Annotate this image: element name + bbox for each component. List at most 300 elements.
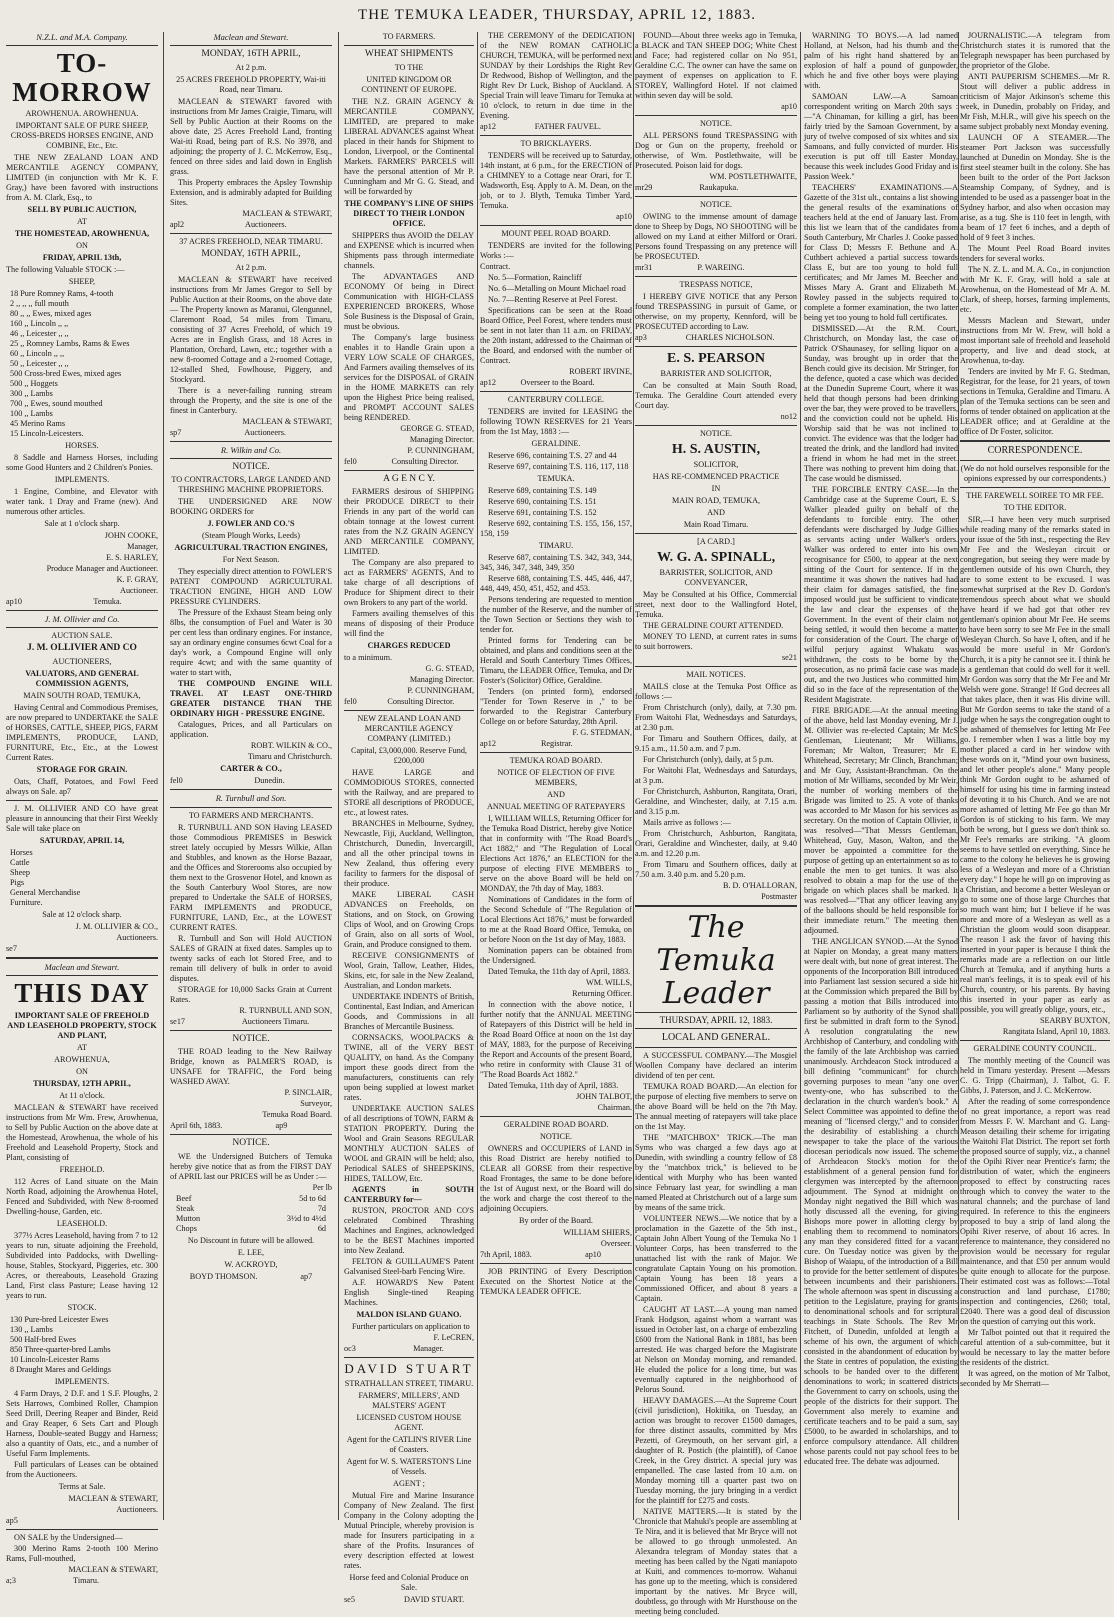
ad-subtitle: TO CONTRACTORS, LARGE LANDED AND THRESHING MACHINE PROPRIETORS. bbox=[171, 475, 331, 495]
ad-body: UNDERTAKE INDENTS of British, Continental, East Indian, and American Goods, and Commissions in all Branches of Mercantile Business. bbox=[344, 992, 474, 1032]
ad-line: LEASEHOLD. bbox=[56, 1218, 108, 1228]
news-paragraph: The N. Z. L. and M. A. Co., in conjunction with Mr K. F. Gray, will hold a sale at Arowhenua, on the Homestead of Mr A. M. Clark, of sheep, horses, farming implements, etc. bbox=[960, 265, 1110, 314]
ad-footnote: ap10 Temuka. bbox=[6, 597, 122, 607]
column-rule bbox=[633, 32, 634, 1520]
ad-subtitle: 37 ACRES FREEHOLD, NEAR TIMARU. bbox=[179, 236, 323, 246]
ad-line: SHEEP, bbox=[68, 277, 96, 287]
ad-body: MONEY TO LEND, at current rates in sums to suit borrowers. bbox=[635, 632, 797, 652]
ad-signature: Managing Director. bbox=[409, 434, 474, 444]
ad-line: CHARGES REDUCED bbox=[367, 641, 451, 651]
ad-line: IMPLEMENTS. bbox=[54, 1376, 110, 1386]
section-heading: CORRESPONDENCE. bbox=[987, 445, 1083, 456]
ad-body: THE UNDERSIGNED ARE NOW BOOKING ORDERS for bbox=[170, 497, 332, 517]
ad-headline: E. S. PEARSON bbox=[666, 351, 766, 366]
section-label: Maclean and Stewart. bbox=[44, 961, 120, 972]
ad-body: MAILS close at the Temuka Post Office as follows :— bbox=[635, 682, 797, 702]
ad-body: A.F. HOWARD'S New Patent English Single-tined Reaping Machines. bbox=[344, 1278, 474, 1308]
stock-list bbox=[10, 1315, 158, 1375]
ad-body: 377½ Acres Leasehold, having from 7 to 12 years to run, situate adjoining the Freehold, Subdivided into Paddocks, with Dwelling-house, Stables, Stockyard, Piggeries, etc. 300 Acres, or thereabouts, Leasehold Grazing Land, First class Pasture; Lease having 12 years to run. bbox=[6, 1230, 158, 1300]
ad-body: TENDERS are invited for the following Works :— bbox=[480, 241, 632, 260]
ad-footnote: fel0 Consulting Director. bbox=[344, 456, 459, 466]
price-value: 7d bbox=[317, 1203, 326, 1213]
ad-line: IN bbox=[711, 484, 721, 494]
news-paragraph: FIRE BRIGADE.—At the annual meeting of the above, held last Monday evening, Mr J. M. Ollivier was re-elected Captain; Mr McS Gentleman, Lieutenant; Mr Williams, Foreman; Mr Walton, Treasurer; Mr E. Whitehead, Secretary; Mr Clinch, Branchman; and Mr Guy, Assistant-Branchman. On the motion of Mr Williams, seconded by Mr Weir, the number of working members of the Brigade was limited to 25. A vote of thanks was accorded to Mr Mason for his services as secretary. On the motion of Captain Ollivier, it was resolved—"That Messrs Gentleman, Whitehead, Guy, Mason, Walton, and the mover be appointed a committee for the purpose of getting up an entertainment so as to enable the men to get tunics. It was also resolved to obtain a map for the use of the brigade on which places shall be marked. It was resolved—"That any officer leaving any of the balloons should be held responsible for their immediate return." The meeting then adjourned. bbox=[804, 706, 958, 935]
ad-line: SELL BY PUBLIC AUCTION, bbox=[27, 205, 137, 215]
ad-footnote: se21 bbox=[781, 653, 797, 663]
list-item: General Merchandise bbox=[10, 887, 81, 897]
ad-body: MAKE LIBERAL CASH ADVANCES on Freeholds, on Stations, and on Stock, on Growing Clips of Wool, and on Growing Crops of Grain, also on all sorts of Wool, Grain, and Produce consigned to them. bbox=[344, 890, 474, 950]
ad-line: Agent for the CATLIN'S RIVER Line of Coasters. bbox=[346, 1435, 472, 1455]
ad-body: Dated Temuka, 11th day of April, 1883. bbox=[488, 1081, 619, 1090]
ad-body: TENDERS will be received up to Saturday, 14th instant, at 6 p.m., for the ERECTION of a CHIMNEY to a Cottage near Orari, for T. Wadsworth, Esq. Apply to A. M. Dean, on the job, or to J. Blyth, Temuka Timber Yard, Temuka. bbox=[480, 151, 632, 210]
ad-line: ON bbox=[76, 241, 88, 251]
price-value: 5d to 6d bbox=[299, 1193, 326, 1203]
list-item: 500 Half-bred Ewes bbox=[10, 1334, 76, 1344]
ad-footnote: ap10 bbox=[781, 102, 797, 111]
news-paragraph: SAMOAN LAW.—A Samoan correspondent writing on March 20th says :—"A Chinaman, for killing a girl, has been fairly tried by the Samoan Government, by a jury of twelve composed of six whites and six Samoans, and fully convicted of murder. His execution is put off till Easter Monday, because this week includes Good Friday and is Passion Week." bbox=[804, 92, 958, 181]
ad-line: FREEHOLD. bbox=[59, 1164, 105, 1174]
ad-footnote: se17 Auctioneers Timaru. bbox=[170, 1016, 310, 1026]
news-paragraph: It was agreed, on the motion of Mr Talbot, seconded by Mr Sherratt— bbox=[960, 1369, 1110, 1389]
list-item: 850 Three-quarter-bred Lambs bbox=[10, 1344, 111, 1354]
ad-body: From Christchurch (only), daily, at 7.30 pm. From Waitohi Flat, Wednesdays and Saturdays, at 2.30 p.m. bbox=[635, 703, 797, 733]
ad-line: TEMUKA. bbox=[537, 474, 575, 483]
ad-line: LICENSED CUSTOM HOUSE AGENT. bbox=[356, 1413, 462, 1433]
ad-signature: E. S. HARLEY, bbox=[106, 553, 158, 563]
news-paragraph: THE "MATCHBOX" TRICK.—The man Syms who was charged a few days ago at Dunedin, with swindling a country fellow of £8 by the "matchbox trick," is believed to be identical with Murphy who has been wanted since February last year, for swindling a man named Pleated at Christchurch out of a large sum by means of the same trick. bbox=[635, 1133, 797, 1213]
section-label: J. M. Ollivier and Co. bbox=[44, 614, 120, 625]
ad-footnote: apl2 Auctioneers. bbox=[170, 219, 287, 229]
column-4 bbox=[480, 30, 632, 1520]
ad-headline: WHEAT SHIPMENTS bbox=[364, 49, 454, 59]
editorial-note: (We do not hold ourselves responsible for the opinions expressed by our correspondents.) bbox=[960, 464, 1110, 484]
stock-list bbox=[10, 289, 158, 439]
letter-signature: SEARBY BUXTON, bbox=[1039, 1016, 1110, 1026]
ad-line: AUCTIONEERS, bbox=[52, 656, 112, 666]
news-paragraph: Messrs Maclean and Stewart, under instructions from Mr W. Frew, will hold a most important sale of freehold and leasehold property, and live and dead stock, at Arowhenua, to-day. bbox=[960, 316, 1110, 365]
ad-line: NOTICE. bbox=[539, 1132, 573, 1141]
ad-footnote: ap12 Registrar. bbox=[480, 739, 573, 748]
list-item: 700 ,, Ewes, sound mouthed bbox=[10, 399, 103, 409]
ad-body: FARMERS desirous of SHIPPING their PRODUCE DIRECT to their Friends in any part of the world can obtain tonnage at the lowest current rates from the N.Z GRAIN AGENCY AND MERCANTILE COMPANY, LIMITED. bbox=[344, 487, 474, 557]
ad-body: 1 Engine, Combine, and Elevator with water tank. 1 Dray and Frame (new). And numerous other articles. bbox=[6, 487, 158, 517]
news-paragraph: TEMUKA ROAD BOARD.—An election for the purpose of electing five members to serve on the above Board will be held on the 7th May. The annual meeting of ratepayers will take place on the 1st May. bbox=[635, 1082, 797, 1132]
price-row bbox=[176, 1224, 326, 1234]
column-rule bbox=[477, 32, 478, 1520]
ad-signature: P. CUNNINGHAM, bbox=[407, 445, 474, 455]
ad-line: GERALDINE. bbox=[531, 439, 581, 448]
list-item: Reserve 697, containing T.S. 116, 117, 118 bbox=[488, 462, 629, 471]
list-item: 60 ,, Lincoln ,, ,, bbox=[10, 349, 65, 359]
ad-line: Capital, £3,000,000. Reserve Fund, £200,000 bbox=[351, 746, 467, 766]
price-row bbox=[176, 1204, 326, 1214]
ad-body: MACLEAN & STEWART have received instructions from Mr James Gregor to Sell by Public Auction at their Rooms, on the above date— The Property known as Maranui, Glengunnel, Claremont Road, 54 miles from Timaru, consisting of 37 Acres Freehold, of which 19 Acres are in English Grass, and 18 Acres in Plantation, Orchard, Lawn, etc.; together with a new 8-roomed Cottage and a 2-roomed Cottage, 12-stalled Shed, Fowlhouse, Piggery, and Stockyard. bbox=[170, 274, 332, 384]
list-item: 130 ,, Lambs bbox=[10, 1324, 53, 1334]
ad-body: In connection with the above notice, I further notify that the ANNUAL MEETING of Ratepayers of this District will be held in the Road Board Office at noon on the 1st day of MAY, 1883, for the purpose of Receiving the Report and Accounts of the present Board, who retire in conformity with Clause 31 of "The Road Boards Act 1882." bbox=[480, 1000, 632, 1079]
ad-signature: MACLEAN & STEWART, bbox=[68, 1493, 158, 1503]
ad-footnote: no12 bbox=[780, 412, 797, 422]
ad-line: BARRISTER AND SOLICITOR, bbox=[660, 369, 772, 379]
ad-body: HAVE LARGE and COMMODIOUS STORES, connected with the Railway, and are prepared to STORE all descriptions of PRODUCE, etc., at lowest rates. bbox=[344, 768, 474, 818]
list-item: 500 ,, Hoggets bbox=[10, 379, 58, 389]
ad-body: SHIPPERS thus AVOID the DELAY and EXPENSE which is incurred when Shipments pass through intermediate channels. bbox=[344, 230, 474, 270]
ad-headline: NOTICE. bbox=[232, 461, 270, 472]
ad-footnote: a;3 Timaru. bbox=[6, 1575, 100, 1585]
ad-date: MONDAY, 16TH APRIL, bbox=[201, 248, 301, 259]
ad-footnote: ap3 CHARLES NICHOLSON. bbox=[635, 333, 775, 342]
list-item: Reserve 688, containing T.S. 445, 446, 447, 448, 449, 450, 451, 452, and 453. bbox=[480, 574, 632, 593]
news-paragraph: VOLUNTEER NEWS.—We notice that by a proclamation in the Gazette of the 5th inst., Captain John Albert Young of the Temuka No 1 Volunteer Corps, has been transferred to the unattached list with the rank of Major. We congratulate Captain Young on his promotion. Captain Young has been 18 years a Commissioned Officer, and about 8 years a Captain. bbox=[635, 1214, 797, 1304]
ad-body: 112 Acres of Land situate on the Main North Road, adjoining the Arowhenua Hotel, Fenced and Subdivided, with New 8-roomed Dwelling-house, Garden, etc. bbox=[6, 1176, 158, 1216]
ad-subtitle: NOTICE OF ELECTION OF FIVE MEMBERS, bbox=[497, 768, 615, 787]
ad-headline: DAVID STUART bbox=[344, 1361, 474, 1377]
ad-body: Can be consulted at Main South Road, Temuka. The Geraldine Court attended every Court day. bbox=[635, 381, 797, 411]
list-item: 130 Pure-bred Leicester Ewes bbox=[10, 1314, 109, 1324]
ad-headline: NOTICE. bbox=[699, 119, 733, 128]
column-1 bbox=[6, 30, 158, 1585]
list-item: Furniture. bbox=[10, 897, 43, 907]
column-rule bbox=[338, 32, 339, 1520]
list-item: Reserve 687, containing T.S. 342, 343, 344, 345, 346, 347, 348, 349, 350 bbox=[480, 553, 632, 572]
ad-line: AT bbox=[76, 217, 87, 227]
ad-line: HORSES. bbox=[65, 441, 99, 451]
list-item: 45 Merino Rams bbox=[10, 419, 66, 429]
list-item: 500 Cross-bred Ewes, mixed ages bbox=[10, 369, 122, 379]
ad-footnote: ap12 Overseer to the Board. bbox=[480, 378, 595, 387]
price-item: Beef bbox=[176, 1193, 192, 1203]
ad-signature: Managing Director. bbox=[409, 675, 474, 685]
ad-line: TO THE bbox=[394, 62, 424, 72]
ad-line: AGRICULTURAL TRACTION ENGINES, bbox=[174, 543, 328, 553]
list-item: 50 ,, Leicester ,, ,, bbox=[10, 359, 69, 369]
ad-footnote: ap12 FATHER FAUVEL. bbox=[480, 122, 601, 131]
ad-signature: G. G. STEAD, bbox=[425, 664, 474, 674]
ad-headline: A G E N C Y. bbox=[383, 473, 435, 484]
ad-body: There is a never-failing running stream through the Property, and the site is one of the finest in Canterbury. bbox=[170, 385, 332, 415]
ad-line: At 11 o'clock. bbox=[59, 1090, 105, 1100]
news-paragraph: HEAVY DAMAGES.—At the Supreme Court (civil jurisdiction), Hokitika, on Tuesday, an action was brought to recover £1500 damages, for three distinct assaults, committed by Mrs Pezetti, of Greymouth, on her servant girl, a daughter of R. Postich (the plaintiff), of Canoe Creek, in the Grey district. A special jury was empanelled. The case lasted from 10 a.m. on Monday morning till a quarter past two on Tuesday morning, the jury bringing in a verdict for the plaintiff for £275 and costs. bbox=[635, 1396, 797, 1506]
ad-body: Nomination papers can be obtained from the Undersigned. bbox=[480, 946, 632, 965]
ad-signature: Auctioneer. bbox=[120, 586, 158, 596]
ad-line: J. FOWLER AND CO.'S bbox=[207, 519, 295, 529]
ad-line: For Next Season. bbox=[222, 555, 280, 565]
ad-line: to a minimum. bbox=[344, 653, 392, 663]
ad-footnote: oc3 Manager. bbox=[344, 1344, 444, 1354]
ad-line: (Steam Plough Works, Leeds) bbox=[202, 531, 300, 541]
ad-signature: Manager, bbox=[127, 542, 158, 552]
ad-signature: Chairman. bbox=[597, 1103, 632, 1112]
ad-line: THE COMPANY'S LINE OF SHIPS DIRECT TO THEIR LONDON OFFICE. bbox=[344, 198, 474, 228]
list-item: 2 ,, ,, ,, full mouth bbox=[10, 299, 69, 309]
ad-headline: MAIL NOTICES. bbox=[686, 670, 746, 680]
letter-salutation: TO THE EDITOR. bbox=[1003, 503, 1067, 513]
ad-body: J. M. OLLIVIER AND CO have great pleasure in announcing that their First Weekly Sale will take place on bbox=[6, 803, 158, 833]
news-paragraph: DISMISSED.—At the R.M. Court, Christchurch, on Monday last, the case of Patrick O'Shaunasey, for selling liquor on a Sunday, was brought up in order that the Bench could give its decision. Mr Stringer, for the defence, quoted a case which was decided at the Dunedin Supreme Court, where it was held that though persons had been drinking over the bar, they were proved to be travellers, and the conviction could not be upheld. His Worship said that he was not inclined to convict. The evidence was that the lodger had treated the drink, and the landlord had invited a friend in whom he had met in the street. There was nothing to prevent him doing that. The case would be dismissed. bbox=[804, 324, 958, 483]
ad-body: Dated Temuka, the 11th day of April, 1883. bbox=[488, 967, 631, 976]
ad-body: OWNERS and OCCUPIERS of LAND in this Road District are hereby notified to CLEAR all GORSE from their respective Road Frontages, the same to be done before the 1st of August next, or the Board will do the work and charge the cost thereof to the adjoining Occupiers. bbox=[480, 1144, 632, 1213]
ad-body: FELTON & GUILLAUME'S Patent Galvanised Steel-barb Fencing Wire. bbox=[344, 1257, 474, 1277]
list-item: Reserve 692, containing T.S. 155, 156, 157, 158, 159 bbox=[480, 519, 632, 538]
news-paragraph: After the reading of some correspondence of no great importance, a report was read from Messrs F. W. Marchant and G. Lang-Meason detailing their scheme for irrigating the Waitohi Flat District. The report set forth the proposed source of supply, viz., a channel of the Opihi River near Prentice's farm; the distribution of water, which the engineers proposed to effect by constructing races through which to convey the water to the natural channels; and the purchase of land required. In reference to this the engineers proposed to buy a strip of land along the Opihi River reserve, of about 16 acres. In reference to maintenance, they considered no provision would be necessary for regular maintenance, and that £50 per annum would be quite enough to allocate for the purpose. Their estimated cost was as follows:—Total construction and land purchase, £1780; inspection and contingencies, £260; total, £2040. There was a good deal of discussion on the question of carrying out this work. bbox=[960, 1097, 1110, 1327]
ad-line: AT bbox=[76, 1042, 87, 1052]
ad-body: Tenders (on printed form), endorsed "Tender for Town Reserve in ," to be forwarded to the Registrar Canterbury College on or before Saturday, 28th April. bbox=[480, 687, 632, 726]
news-paragraph: THE ANGLICAN SYNOD.—At the Synod at Napier on Monday, a great many matters were dealt with, but none of great interest. The opponents of the Incorporation Bill introduced into Parliament last session secured a side hit at the Commission which prepared the Bill by passing a motion that Bills introduced into Parliament so by authority of the Synod shall first be submitted in draft form to the Synod. A resolution congratulating the new Archbishop of Canterbury, and condoling with the family of the late Archbishop was carried unanimously. Archdeacon Stock introduced a bill defining "communicant" for church governing purposes to mean "any one over twenty-one, who has subscribed to the declaration in the church warden's book." A Select Committee was appointed to define the meaning of "licensed clergy," and to consider the desirability of establishing a church newspaper to take the place of the various diocesan periodicals now issued. The scheme of Archdeacon Stock's motion for the establishment of a general pension fund for clergymen was intercepted by the afternoon adjournment. The Synod at midnight on Monday night negatived the Bill which was hotly discussed all the evening, for giving Bishops more power in allotting clergy by enabling them to recommend to nominators any man they considered fitted for a vacant cure. On Tuesday notice was given by the Bishop of Waiapu, of the introduction of a Bill to provide for the better settlement of disputes between incumbents and their parishioners. The whole afternoon was spent in discussing a petition to the Legislature, praying for grants to denominational schools and for scriptural teachings in State Schools. The Rev Mr Fitchett, of Dunedin, unfolded at length a scheme of his own, the argument of which consisted in the abandonment of education by the State in centres of population, the existing schools to be handed over to the different denominations to work; in scattered districts the Government to carry on schools, using the people of the districts for their support. The Government also merely to examine and certificate teachers and to be paid a sum, say £5000, to be awarded in scholarships, and to enforce compulsory attendance. All children whose parents could not pay school fees to be educated free. The debate was adjourned. bbox=[804, 937, 958, 1466]
ad-body: BRANCHES in Melbourne, Sydney, Newcastle, Fiji, Auckland, Wellington, Christchurch, Dunedin, Invercargill, and all the other principal towns in New Zealand, thus offering every facility to farmers for the disposal of their produce. bbox=[344, 819, 474, 889]
dateline: THURSDAY, APRIL 12, 1883. bbox=[635, 1012, 797, 1029]
ad-body: JOB PRINTING of Every Description Executed on the Shortest Notice at the TEMUKA LEADER OFFICE. bbox=[480, 1267, 632, 1296]
ad-line: STRATHALLAN STREET, TIMARU. bbox=[344, 1379, 474, 1389]
ad-body: Printed forms for Tendering can be obtained, and plans and conditions seen at the Herald and South Canterbury Times Offices, Timaru, the LEADER Office, Temuka, and Dr Foster's (Solicitor) Office, Geraldine. bbox=[480, 636, 632, 685]
news-paragraph: A SUCCESSFUL COMPANY.—The Mosgiel Woollen Company have declared an interim dividend of ten per cent. bbox=[635, 1051, 797, 1081]
ad-signature: Produce Manager and Auctioneer. bbox=[46, 564, 158, 574]
ad-headline: THIS DAY bbox=[14, 978, 150, 1009]
ad-footnote: April 6th, 1883. ap9 bbox=[170, 1121, 288, 1131]
ad-signature: Surveyor, bbox=[300, 1099, 332, 1109]
ad-body: THE N.Z. GRAIN AGENCY & MERCANTILE COMPANY, LIMITED, are prepared to make LIBERAL ADVANCES against Wheat placed in their hands for Shipment to London, Liverpool, or the Continental Markets. FARMERS' PARCELS will have the personal attention of Mr P. Cunningham and Mr G. G. Stead, and will be forwarded by bbox=[344, 96, 474, 196]
ad-line: AROWHENUA, bbox=[54, 1054, 110, 1064]
list-item: Reserve 691, containing T.S. 152 bbox=[488, 508, 597, 517]
ad-headline: NOTICE. bbox=[699, 200, 733, 209]
ad-line: FARMERS', MILLERS', AND MALSTERS' AGENT bbox=[358, 1391, 460, 1411]
list-item: 160 ,, Lincoln ,, ,, bbox=[10, 319, 69, 329]
ad-body: For Christchurch (only), daily, at 5 p.m. bbox=[643, 755, 774, 765]
ad-footnote: se5 DAVID STUART. bbox=[344, 1595, 465, 1605]
ad-signature: B. D. O'HALLORAN, bbox=[722, 881, 797, 891]
price-item: Chops bbox=[176, 1223, 197, 1233]
ad-body: THE NEW ZEALAND LOAN AND MERCANTILE AGENCY COMPANY, LIMITED (in conjunction with Mr K. F. Gray,) have been favored with instructions from A. M. Clark, Esq., to bbox=[6, 153, 158, 203]
ad-signature: ROBT. WILKIN & CO., bbox=[250, 741, 332, 751]
column-rule bbox=[163, 32, 164, 1520]
ad-line: Main Road Timaru. bbox=[683, 520, 749, 530]
ad-body: THE ROAD leading to the New Railway Bridge, known as PALMER'S ROAD, is UNSAFE for TRAFFIC, the Ford being WASHED AWAY. bbox=[170, 1047, 332, 1087]
list-item: Sheep bbox=[10, 867, 31, 877]
ad-line: At 2 p.m. bbox=[235, 62, 267, 72]
ad-body: The ADVANTAGES AND ECONOMY Of being in Direct Communication with HIGH-CLASS EXPERIENCED BROKERS, Whose Sole Business is the Disposal of Grain, must be obvious. bbox=[344, 271, 474, 331]
list-item: Reserve 696, containing T.S. 27 and 44 bbox=[488, 451, 617, 460]
ad-signature: BOYD THOMSON. ap7 bbox=[189, 1271, 313, 1281]
price-value: 6d bbox=[317, 1223, 326, 1233]
ad-body: Persons tendering are requested to mention the number of the Reserve, and the number of the Town Section or Sections they wish to tender for. bbox=[480, 595, 632, 634]
ad-footnote: mr29 Raukapuka. bbox=[635, 183, 739, 192]
ad-body: Having Central and Commodious Premises, are now prepared to UNDERTAKE the SALE of HORSES, CATTLE, SHEEP, PIGS, FARM IMPLEMENTS, PRODUCE, LAND, FURNITURE, Etc., Etc., at the Lowest Current Rates. bbox=[6, 702, 158, 762]
column-6 bbox=[804, 30, 958, 1520]
column-rule bbox=[800, 32, 801, 1520]
ad-date: MONDAY, 16TH APRIL, bbox=[201, 49, 301, 60]
price-row bbox=[176, 1194, 326, 1204]
ad-body: 300 Merino Rams 2-tooth 100 Merino Rams, Full-mouthed, bbox=[6, 1543, 158, 1563]
column-rule bbox=[958, 32, 959, 1520]
ad-body: Full particulars of Leases can be obtained from the Auctioneers. bbox=[6, 1459, 158, 1479]
ad-signature: W. ACKROYD, bbox=[224, 1259, 278, 1269]
ad-date: FRIDAY, APRIL 13th, bbox=[42, 253, 122, 263]
ad-signature: Auctioneers. bbox=[116, 1504, 158, 1514]
ad-footnote: se7 bbox=[6, 943, 17, 953]
ad-headline: TO FARMERS AND MERCHANTS. bbox=[188, 810, 314, 820]
section-label: R. Wilkin and Co. bbox=[220, 444, 282, 455]
ad-body: This Property embraces the Apsley Township Extension, and is admirably adapted for Building Sites. bbox=[170, 177, 332, 207]
ad-line: At 2 p.m. bbox=[235, 262, 267, 272]
ad-line: MAIN SOUTH ROAD, TEMUKA, bbox=[23, 690, 141, 700]
ad-signature: WM. WILLS, bbox=[585, 978, 632, 987]
ad-line: MALDON ISLAND GUANO. bbox=[356, 1310, 462, 1320]
ad-headline: NOTICE. bbox=[699, 429, 733, 439]
ad-body: Mails arrive as follows :— bbox=[643, 818, 731, 828]
ad-footnote: mr31 P. WAREING. bbox=[635, 263, 745, 272]
list-item: 15 Lincoln-Leicesters. bbox=[10, 429, 84, 439]
list-item: 300 ,, Lambs bbox=[10, 389, 53, 399]
letter-signature: Rangitata Island, April 10, 1883. bbox=[1002, 1027, 1110, 1037]
ad-signature: Auctioneers. bbox=[116, 932, 158, 942]
ad-line: ON bbox=[76, 1066, 88, 1076]
ad-subtitle: UNITED KINGDOM OR CONTINENT OF EUROPE. bbox=[361, 74, 457, 94]
ad-body: No. 5—Formation, Raincliff bbox=[488, 273, 582, 282]
ad-line: BARRISTER, SOLICITOR, AND CONVEYANCER, bbox=[659, 568, 773, 588]
ad-body: MACLEAN & STEWART have received instructions from Mr Wm. Frew, Arowhenua, to Sell by Public Auction on the above date at the Homestead, Arowhenua, the whole of his Freehold and Leasehold Property, Stock and Plant, consisting of bbox=[6, 1102, 158, 1162]
news-paragraph: WARNING TO BOYS.—A lad named Holland, at Nelson, had his thumb and the palm of his right hand shattered by an explosion of half a pound of gunpowder, which he and five other boys were playing with. bbox=[804, 31, 958, 90]
news-paragraph: ANTI PAUPERISM SCHEMES.—Mr R. Stout will deliver a public address in criticism of Major Atkinson's scheme this week, in Dunedin, probably on Friday, and Mr Fish, M.H.R., will give his speech on the same subject probably next Monday evening. bbox=[960, 72, 1110, 131]
ad-body: FOUND—About three weeks ago in Temuka, a BLACK and TAN SHEEP DOG; White Chest and Face; had registered collar on No 951, Geraldine C.C. The owner can have the same on payment of expenses on application to F. STOREY, Wallingford Hotel. If not claimed within seven day will be sold. bbox=[635, 31, 797, 100]
ad-body: UNDERTAKE AUCTION SALES of all descriptions of TOWN, FARM & STATION PROPERTY. During the Wool and Grain Seasons REGULAR MONTHLY AUCTION SALES of WOOL and GRAIN will be held; also, Periodical SALES of SHEEPSKINS, HIDES, TALLOW, Etc. bbox=[344, 1104, 474, 1184]
ad-body: Farmers availing themselves of this means of disposing of their Produce will find the bbox=[344, 609, 474, 639]
list-item: 10 Lincoln-Leicester Rams bbox=[10, 1354, 100, 1364]
list-item: Horses bbox=[10, 847, 33, 857]
ad-signature: MACLEAN & STEWART, bbox=[242, 208, 332, 218]
ad-body: They especially direct attention to FOWLER'S PATENT COMPOUND AGRICULTURAL TRACTION ENGINE, HIGH AND LOW PRESSURE CYLINDERS. bbox=[170, 567, 332, 607]
ad-line: Sale at 12 o'clock sharp. bbox=[42, 909, 122, 919]
ad-signature: Overseer. bbox=[600, 1239, 632, 1248]
ad-body: OWING to the immense amount of damage done to Sheep by Dogs, NO SHOOTING will be allowed on my Land at either Milford or Orari. Persons found Trespassing on any pretence will be PROSECUTED. bbox=[635, 212, 797, 261]
news-paragraph: Tenders are invited by Mr F. G. Stedman, Registrar, for the lease, for 21 years, of town sections in Temuka, Geraldine and Timaru. A plan of the Temuka sections can be seen and forms of tender obtained on application at the LEADER office; and at Geraldine at the office of Dr Foster, solicitor. bbox=[960, 367, 1110, 436]
news-paragraph: The Mount Peel Road Board invites tenders for several works. bbox=[960, 244, 1110, 263]
items-list bbox=[10, 848, 158, 908]
ad-body: ON SALE by the Undersigned— bbox=[14, 1532, 123, 1542]
ad-body: The Company's large business enables it to Handle Grain upon a VERY LOW SCALE OF CHARGES, And Farmers availing themselves of its services for the DISPOSAL of GRAIN in the HOME MARKETS can rely upon the Highest Price being realised, and PROMPT ACCOUNT SALES being RENDERED. bbox=[344, 332, 474, 422]
ad-line: No Discount in future will be allowed. bbox=[187, 1235, 315, 1245]
ad-line: Per lb bbox=[312, 1182, 332, 1192]
price-row bbox=[176, 1214, 326, 1224]
masthead: The Temuka Leader bbox=[656, 910, 776, 1012]
news-paragraph: NATIVE MATTERS.—It is stated by the Chronicle that Mahuki's people are assembling at Te Nira, and it is believed that Mr Bryce will not be allowed to go through unmolested. An Alexandra telegram of Monday states that a meeting has been called by the Ngati maniapoto at Kuiti, and commences to-morrow. Wahanui has gone up to the meeting, which is considered important by the natives. Mr Bryce will, doubtless, go through with Mr Hursthouse on the meeting being concluded. bbox=[635, 1507, 797, 1617]
ad-body: Mutual Fire and Marine Insurance Company of New Zealand. The first Company in the Colony adopting the Mutual Principle, whereby provision is made for Insurers participating in a share of the Profits. Insurances of every description effected at lowest rates. bbox=[344, 1491, 474, 1571]
ad-body: RECEIVE CONSIGNMENTS of Wool, Grain, Tallow, Leather, Hides, Skins, etc, for sale in the New Zealand, Australian, and London markets. bbox=[344, 951, 474, 991]
ad-signature: WM. POSTLETHWAITE, bbox=[709, 172, 797, 181]
price-item: Mutton bbox=[176, 1213, 201, 1223]
ad-body: The Pressure of the Exhaust Steam being only 8lbs, the consumption of Fuel and Water is 30 per cent less than ordinary engines. For instance, say an ordinary engine consumes 6cwt Coal for a day's work, a Compound Engine will only require 4cwt; and with the same quantity of water to start with, bbox=[170, 608, 332, 678]
ad-line: STOCK. bbox=[67, 1302, 97, 1312]
ad-line: AND bbox=[707, 508, 725, 518]
ad-line: VALUATORS, AND GENERAL COMMISSION AGENTS, bbox=[25, 668, 139, 688]
column-2 bbox=[170, 30, 332, 1520]
ad-footnote: ap5 bbox=[6, 1515, 18, 1525]
ad-body: Oats, Chaff, Potatoes, and Fowl Feed always on Sale. ap7 bbox=[6, 776, 158, 796]
section-label: R. Turnbull and Son. bbox=[215, 793, 287, 804]
section-label: Maclean and Stewart. bbox=[213, 32, 289, 42]
ad-headline: TEMUKA ROAD BOARD. bbox=[509, 756, 603, 765]
ad-line: MAIN ROAD, TEMUKA, bbox=[671, 496, 761, 506]
ad-line: AGENT ; bbox=[393, 1479, 425, 1489]
ad-line: TIMARU. bbox=[538, 541, 574, 550]
ad-headline: NEW ZEALAND LOAN AND MERCANTILE AGENCY COMPANY (LIMITED.) bbox=[357, 714, 461, 744]
ad-body: May be Consulted at his Office, Commercial street, next door to the Wallingford Hotel, Temuka. bbox=[635, 590, 797, 620]
ad-body: TENDERS are invited for LEASING the following TOWN RESERVES for 21 Years from the 1st May, 1883 :— bbox=[480, 407, 632, 436]
column-7 bbox=[960, 30, 1110, 1520]
ad-date: THURSDAY, 12TH APRIL, bbox=[33, 1078, 131, 1088]
ad-body: CORNSACKS, WOOLPACKS & TWINE, all of the VERY BEST QUALITY, on hand. As the Company import these goods direct from the manufacturers, constituents can rely upon being supplied at lowest market rates. bbox=[344, 1033, 474, 1103]
ad-subtitle: IMPORTANT SALE OF PURE SHEEP, CROSS-BREDS HORSES ENGINE, AND COMBINE, Etc., Etc. bbox=[10, 121, 154, 151]
list-item: Cattle bbox=[10, 857, 30, 867]
ad-body: From Christchurch, Ashburton, Rangitata, Orari, Geraldine and Winchester, daily, at 9.40 a.m. and 12.20 p.m. bbox=[635, 829, 797, 859]
ad-body: WE the Undersigned Butchers of Temuka hereby give notice that as from the FIRST DAY of APRIL last our PRICES will be as Under :— bbox=[170, 1151, 332, 1181]
ad-place: AROWHENUA. AROWHENUA. bbox=[25, 109, 139, 119]
list-item: 100 ,, Lambs bbox=[10, 409, 53, 419]
column-5 bbox=[635, 30, 797, 1617]
ad-body: I HEREBY GIVE NOTICE that any Person found TRESPASSING in pursuit of Game, or otherwise, on my property, Kennford, will be PROSECUTED according to Law. bbox=[635, 292, 797, 331]
ad-footnote: sp7 Auctioneers. bbox=[170, 427, 286, 437]
list-item: 46 ,, Leicester ,, ,, bbox=[10, 329, 69, 339]
ad-body: I, WILLIAM WILLS, Returning Officer for the Temuka Road District, hereby give Notice that in conformity with "The Road Board's Act 1882," and "The Regulation of Local Elections Act 1876," an ELECTION for the purpose of electing FIVE MEMBERS to serve on the above Board will be held on MONDAY, the 7th day of May, 1883. bbox=[480, 814, 632, 893]
page-header: THE TEMUKA LEADER, THURSDAY, APRIL 12, 1883. bbox=[358, 7, 756, 23]
ad-body: MACLEAN & STEWART favored with instructions from Mr James Craigie, Timaru, will Sell by Public Auction at their Rooms on the above date, 25 Acres Freehold Land, fronting Wai-iti Road, being part of R.S. No 3978, and adjoining; the property of J. C. McKerrow, Esq., fenced on three sides and laid down in English grass. bbox=[170, 96, 332, 176]
ad-headline: TO-MORROW bbox=[12, 48, 152, 107]
ad-subtitle: 25 ACRES FREEHOLD PROPERTY, Wai-iti Road, near Timaru. bbox=[176, 74, 326, 94]
ad-line: By order of the Board. bbox=[519, 1216, 593, 1225]
ad-body: STORAGE for 10,000 Sacks Grain at Current Rates. bbox=[170, 984, 332, 1004]
ad-body: RUSTON, PROCTOR AND CO'S celebrated Combined Thrashing Machines and Engines, acknowledged to be the BEST Machines imported into New Zealand. bbox=[344, 1206, 474, 1256]
ad-line: Agent for W. S. WATERSTON'S Line of Vessels. bbox=[346, 1457, 472, 1477]
list-item: 18 Pure Romney Rams, 4-tooth bbox=[10, 289, 114, 299]
ad-footnote: ap10 bbox=[616, 212, 632, 221]
list-item: 25 ,, Romney Lambs, Rams & Ewes bbox=[10, 339, 130, 349]
section-label: N.Z.L. and M.A. Company. bbox=[36, 32, 128, 42]
list-item: 80 ,, ,, Ewes, mixed ages bbox=[10, 309, 92, 319]
ad-line: Terms at Sale. bbox=[58, 1481, 106, 1491]
ad-headline: CANTERBURY COLLEGE. bbox=[507, 395, 605, 404]
letter-body: SIR,—I have been very much surprised while reading many of the remarks stated in your issue of the 5th inst., respecting the Rev Mr Fee and the Wesleyan circuit or congregation, but seeing they were made by gentlemen outside of his own Church, they are to some extent to be excused. I was somewhat surprised at the Rev D. Gordon's tremendous speech about what we should have heard if we had got that other rev gentleman's opinion about Mr Fee. He seems to have been sorry to see Mr Fee in the small Wesleyan Church. So have I, often, and if he would be more useful in Mr Gordon's Church, it is a pity he cannot see it. I think he is a gentleman that could do well for it well. Mr Gordon was sorry that the Mr Fee and Mr Welsh were gone. Strange! If God decrees all that takes place, then it was His divine will. But Mr Gordon seems to take the stand of a judge when he says the congregation ought to be ashamed of themselves for letting Mr Fee go. I remember when I was a little boy my mother placed a card in her window with these words on it, "Mind your own business, and let other people's alone." Many people think Mr Gordon ought to be ashamed of himself for using his time in farming instead of devoting it to his Church. And we are not more ashamed of letting Mr Fee go than Mr Gordon is of sticking to his farm. We may both be wrong, but I guess we don't think so. Mr Fee's remarks are striking. "A gloom seems to have settled on everything. Since he came to the colony he believes he is growing less of a Wesleyan and more of a Christian every day." I hope he will go on improving as a Christian, and become a better Wesleyan or go to some one of those large Churches that so much want him; but I believe if he was more and more of a Wesleyan as well as a Christian the gloom would soon disappear. The reason I ask the favor of having this inserted in your paper is because I think the remarks made are a reflection on our little Church at Temuka, and if anything hurts a real man's feelings, it is to speak evil of his Church, country, or his parents. By having this inserted in your paper as early as possible, you will greatly oblige, yours, etc., bbox=[960, 515, 1110, 1015]
ad-signature: GEORGE G. STEAD, bbox=[400, 423, 474, 433]
ad-body: THE GERALDINE COURT ATTENDED. bbox=[643, 621, 784, 631]
ad-body: 4 Farm Drays, 2 D.F. and 1 S.F. Ploughs, 2 Sets Harrows, Combined Roller, Champion Seed Drill, Deering Reaper and Binder, Reid and Gray Reaper, 6 Sets Cart and Plough Harness, Double-seated Buggy and Harness; also a quantity of Oats, etc., and a number of Useful Farm Implements. bbox=[6, 1388, 158, 1458]
ad-body: For Timaru and Southern Offices, daily, at 9.15 a.m., 11.50 a.m. and 7 p.m. bbox=[635, 734, 797, 754]
list-item: Reserve 690, containing T.S. 151 bbox=[488, 497, 597, 506]
ad-signature: WILLIAM SHIERS, bbox=[563, 1228, 632, 1237]
ad-signature: R. TURNBULL AND SON, bbox=[239, 1005, 332, 1015]
news-paragraph: LAUNCH OF A STEAMER.—The steamer Port Jackson was successfully launched at Dunedin on Monday. She is the first steel steamer built in the colony. She has been built to the order of the Port Jackson Steamship Company, of Sydney, and is intended to be used as a passenger boat in the Sydney harbor, and also when occasion may arise, as a tug. She is 110 feet in length, with a beam of 17 feet 6 inches, and a depth of hold of 9 feet 3 inches. bbox=[960, 133, 1110, 242]
ad-signature: E. LEE, bbox=[237, 1247, 265, 1257]
ad-line: Contract. bbox=[480, 262, 511, 271]
ad-footnote: fel0 Dunedin. bbox=[170, 776, 285, 786]
ad-headline: TO BRICKLAYERS. bbox=[520, 139, 592, 148]
ad-body: For Christchurch, Ashburton, Rangitata, Orari, Geraldine, and Winchester, daily, at 7.15 a.m. and 3.15 p.m. bbox=[635, 787, 797, 817]
ad-line: THE HOMESTEAD, AROWHENUA, bbox=[14, 229, 150, 239]
ad-signature: F. LeCREN, bbox=[433, 1333, 474, 1343]
ad-signature: J. M. OLLIVIER & CO., bbox=[75, 921, 158, 931]
ad-body: Nominations of Candidates in the form of the Second Schedule of "The Regulation of Local Elections Act 1876," must be forwarded to me at the Road Board Office, Temuka, on or before Noon on the 1st day of May, 1883. bbox=[480, 895, 632, 944]
price-value: 3½d to 4½d bbox=[286, 1213, 326, 1223]
news-paragraph: Mr Talbot pointed out that it required the careful attention of a sub-committee, but it would be necessary to lay the matter before the residents of the district. bbox=[960, 1328, 1110, 1368]
list-item: 8 Draught Mares and Geldings bbox=[10, 1364, 111, 1374]
ad-body: R. Turnbull and Son will Hold AUCTION SALES of GRAIN at fixed dates. Samples up to twenty sacks of each lot Stored Free, and to remain till delivery of bulk in order to avoid disputes. bbox=[170, 933, 332, 983]
ad-body: THE CEREMONY of the DEDICATION of the NEW ROMAN CATHOLIC CHURCH, TEMUKA, will be performed next SUNDAY by their Lordships the Right Rev Dr Redwood, Bishop of Wellington, and the Right Rev Dr Luck, Bishop of Auckland. A Special Train will leave Timaru for Temuka at 10 o'clock, to return in due time in the Evening. bbox=[480, 31, 632, 120]
ad-body: 8 Saddle and Harness Horses, including some Good Hunters and 2 Children's Ponies. bbox=[6, 453, 158, 473]
news-paragraph: TEACHERS' EXAMINATIONS.—A Gazette of the 31st ult., contains a list showing the general results of the examinations of teachers held at the end of January last. From this list we learn that of the candidates from South Canterbury, Mr Charles J. Cooke passed for Class D; Messrs F. Bethune and A. Cuthbert achieved a partial success towards Class E, but are too young to hold full certificates; and Mr James M. Beecher and Misses Mary A. Grant and Elizabeth M. Rowley passed in the subjects required to complete a former examination, the two latter being yet too young to hold full certificates. bbox=[804, 183, 958, 322]
ad-signature: P. CUNNINGHAM, bbox=[407, 686, 474, 696]
ad-headline: J. M. OLLIVIER AND CO bbox=[27, 643, 137, 654]
column-3 bbox=[344, 30, 474, 1605]
ad-date: SATURDAY, APRIL 14, bbox=[39, 835, 125, 845]
ad-line: AUCTION SALE. bbox=[51, 631, 113, 641]
ad-signature: CARTER & CO., bbox=[220, 764, 282, 774]
ad-body: The Company are also prepared to act as FARMERS' AGENTS, And to take charge of all descriptions of Produce for Shipment direct to their own Brokers to any part of the world. bbox=[344, 558, 474, 608]
